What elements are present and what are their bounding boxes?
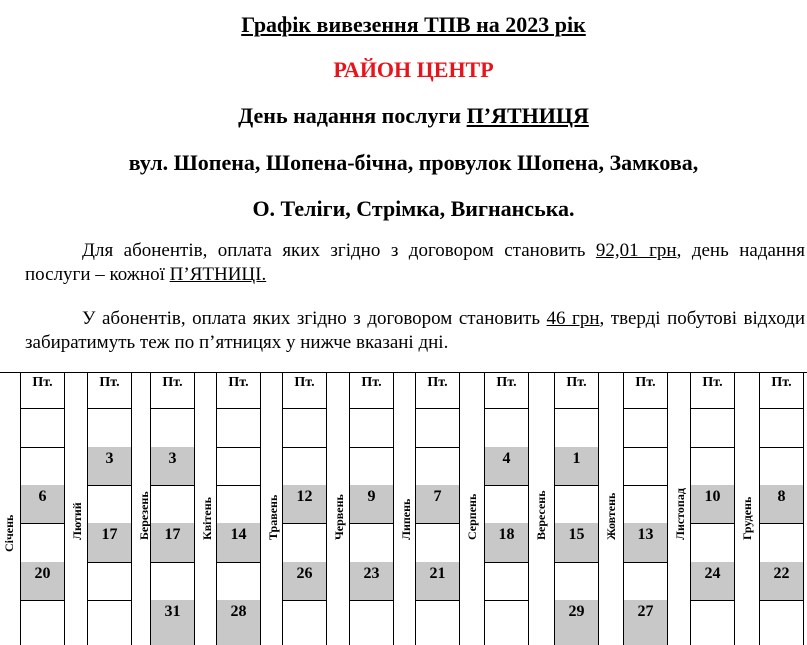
- header-line: [21, 408, 64, 409]
- date-cell: 17: [88, 523, 131, 562]
- header-line: [691, 408, 734, 409]
- row-line: [760, 600, 803, 601]
- row-line: [88, 485, 131, 486]
- date-cell: 8: [760, 485, 803, 523]
- column-right-line: [803, 372, 804, 645]
- row-line: [283, 600, 326, 601]
- row-line: [151, 485, 194, 486]
- district-text: РАЙОН ЦЕНТР: [333, 57, 494, 82]
- para1-text-2: , день надання послуги – кожної: [25, 240, 806, 285]
- day-header: Пт.: [635, 375, 656, 390]
- paragraph-full-price: [25, 239, 805, 287]
- day-header: Пт.: [32, 375, 53, 390]
- column-right-line: [260, 372, 261, 645]
- row-line: [691, 600, 734, 601]
- column-right-line: [528, 372, 529, 645]
- calendar-grid: [0, 372, 807, 645]
- para1-day: П’ЯТНИЦІ.: [169, 264, 267, 285]
- row-line: [350, 447, 393, 448]
- row-line: [217, 562, 260, 563]
- day-header: Пт.: [566, 375, 587, 390]
- row-line: [624, 485, 667, 486]
- column-right-line: [598, 372, 599, 645]
- row-line: [88, 600, 131, 601]
- service-day-line: [10, 103, 807, 129]
- paragraph-reduced-price: [25, 307, 805, 355]
- schedule-title-text: Графік вивезення ТПВ на 2023 рік: [241, 12, 586, 37]
- month-label: Грудень: [740, 496, 754, 540]
- row-line: [416, 447, 459, 448]
- date-cell: 12: [283, 485, 326, 523]
- date-cell: 1: [555, 447, 598, 485]
- date-cell: 26: [283, 562, 326, 600]
- row-line: [485, 485, 528, 486]
- date-cell: 3: [151, 447, 194, 485]
- row-line: [283, 523, 326, 524]
- month-label: Липень: [399, 498, 413, 540]
- row-line: [485, 600, 528, 601]
- date-cell: 31: [151, 600, 194, 645]
- column-right-line: [393, 372, 394, 645]
- date-cell: 22: [760, 562, 803, 600]
- row-line: [350, 600, 393, 601]
- row-line: [21, 523, 64, 524]
- row-line: [217, 485, 260, 486]
- header-line: [217, 408, 260, 409]
- month-label: Жовтень: [604, 492, 618, 540]
- date-cell: 15: [555, 523, 598, 562]
- row-line: [555, 485, 598, 486]
- row-line: [624, 562, 667, 563]
- day-header: Пт.: [361, 375, 382, 390]
- streets-line-2: [10, 196, 807, 222]
- date-cell: 29: [555, 600, 598, 645]
- row-line: [555, 562, 598, 563]
- date-cell: 27: [624, 600, 667, 645]
- date-cell: 10: [691, 485, 734, 523]
- streets-line-1-text: вул. Шопена, Шопена-бічна, провулок Шопена, Замкова,: [128, 150, 699, 175]
- row-line: [624, 447, 667, 448]
- para2-price: 46 грн: [546, 308, 600, 329]
- date-cell: 20: [21, 562, 64, 600]
- date-cell: 18: [485, 523, 528, 562]
- month-label: Вересень: [534, 490, 548, 540]
- month-label: Березень: [137, 491, 151, 540]
- day-header: Пт.: [99, 375, 120, 390]
- row-line: [485, 562, 528, 563]
- row-line: [151, 562, 194, 563]
- month-label: Червень: [332, 494, 346, 540]
- date-cell: 14: [217, 523, 260, 562]
- service-day-value: П’ЯТНИЦЯ: [466, 103, 589, 128]
- column-right-line: [64, 372, 65, 645]
- para1-text-1: Для абонентів, оплата яких згідно з договором становить: [82, 240, 586, 261]
- column-left-line: [484, 372, 485, 645]
- date-cell: 4: [485, 447, 528, 485]
- month-label: Квітень: [200, 497, 214, 540]
- grid-top-border: [0, 372, 807, 373]
- para2-text-1: У абонентів, оплата яких згідно з договором становить: [82, 308, 541, 329]
- header-line: [151, 408, 194, 409]
- header-line: [350, 408, 393, 409]
- day-header: Пт.: [771, 375, 792, 390]
- month-label: Листопад: [673, 488, 687, 540]
- month-label: Травень: [266, 494, 280, 540]
- date-cell: 7: [416, 485, 459, 523]
- header-line: [416, 408, 459, 409]
- row-line: [21, 447, 64, 448]
- row-line: [760, 447, 803, 448]
- date-cell: 9: [350, 485, 393, 523]
- para2-text-2: , тверді побутові відходи забиратимуть теж по п’ятницях у нижче вказані дні.: [25, 308, 805, 353]
- column-right-line: [326, 372, 327, 645]
- row-line: [691, 523, 734, 524]
- row-line: [88, 562, 131, 563]
- column-right-line: [459, 372, 460, 645]
- streets-line-2-text: О. Теліги, Стрімка, Вигнанська.: [252, 196, 575, 221]
- date-cell: 21: [416, 562, 459, 600]
- day-header: Пт.: [162, 375, 183, 390]
- column-right-line: [194, 372, 195, 645]
- row-line: [21, 600, 64, 601]
- column-right-line: [131, 372, 132, 645]
- column-right-line: [667, 372, 668, 645]
- row-line: [350, 523, 393, 524]
- header-line: [555, 408, 598, 409]
- month-label: Січень: [2, 514, 16, 552]
- streets-line-1: [10, 150, 807, 176]
- row-line: [691, 447, 734, 448]
- row-line: [416, 523, 459, 524]
- header-line: [624, 408, 667, 409]
- para1-price: 92,01 грн: [595, 240, 677, 261]
- month-label: Лютий: [70, 502, 84, 540]
- district-name: [10, 57, 807, 83]
- month-label: Серпень: [465, 493, 479, 540]
- column-right-line: [734, 372, 735, 645]
- header-line: [485, 408, 528, 409]
- header-line: [88, 408, 131, 409]
- column-left-line: [87, 372, 88, 645]
- row-line: [283, 447, 326, 448]
- date-cell: 17: [151, 523, 194, 562]
- service-day-prefix: День надання послуги: [238, 103, 462, 128]
- schedule-title: [10, 12, 807, 38]
- header-line: [283, 408, 326, 409]
- day-header: Пт.: [496, 375, 517, 390]
- day-header: Пт.: [427, 375, 448, 390]
- day-header: Пт.: [702, 375, 723, 390]
- date-cell: 13: [624, 523, 667, 562]
- day-header: Пт.: [228, 375, 249, 390]
- date-cell: 3: [88, 447, 131, 485]
- row-line: [217, 447, 260, 448]
- row-line: [416, 600, 459, 601]
- date-cell: 6: [21, 485, 64, 523]
- date-cell: 28: [217, 600, 260, 645]
- date-cell: 23: [350, 562, 393, 600]
- row-line: [760, 523, 803, 524]
- header-line: [760, 408, 803, 409]
- day-header: Пт.: [294, 375, 315, 390]
- date-cell: 24: [691, 562, 734, 600]
